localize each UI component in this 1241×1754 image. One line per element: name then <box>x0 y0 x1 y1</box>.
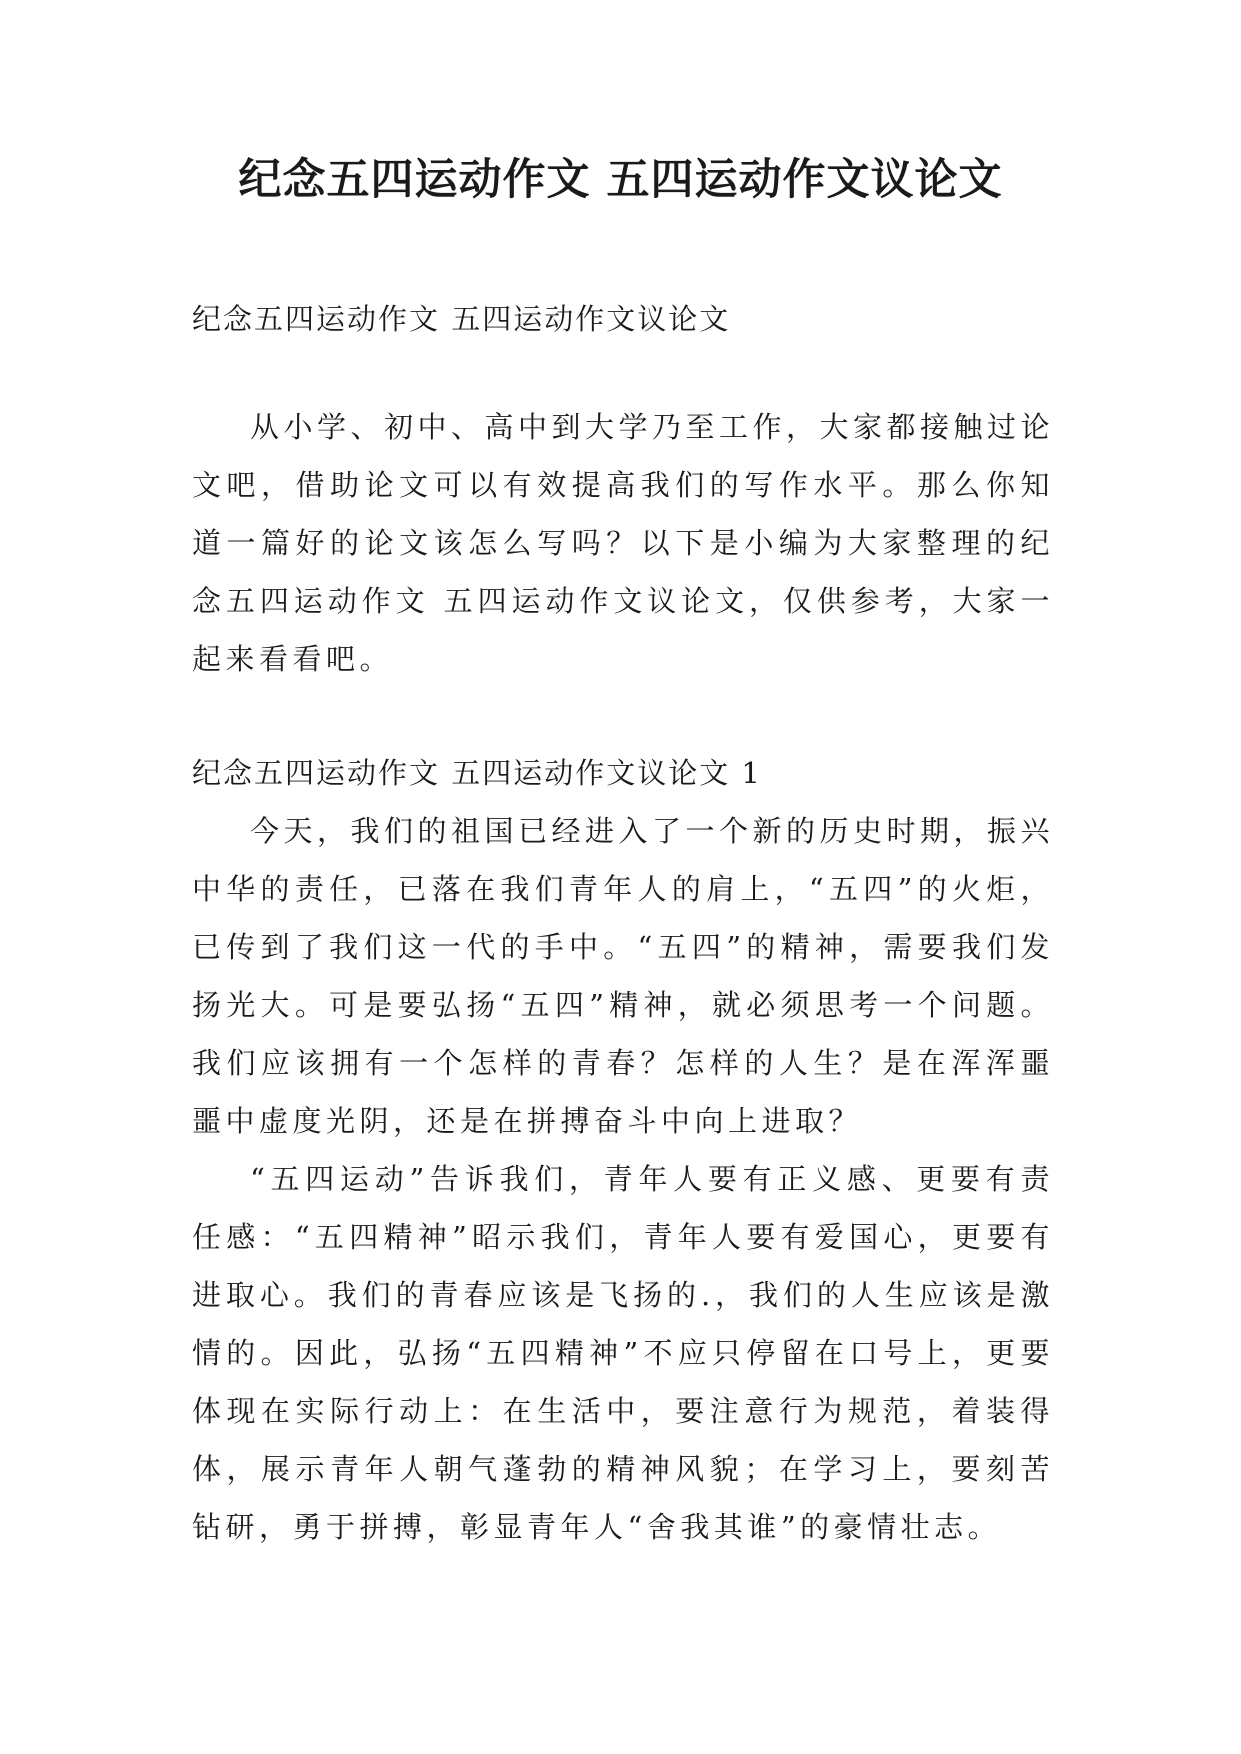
document-subtitle: 纪念五四运动作文 五四运动作文议论文 <box>192 302 731 336</box>
document-title: 纪念五四运动作文 五四运动作文议论文 <box>238 155 1003 205</box>
spacer <box>192 688 1054 744</box>
spacer <box>192 348 1054 398</box>
body-paragraph: 今天，我们的祖国已经进入了一个新的历史时期，振兴中华的责任，已落在我们青年人的肩上，“五四”的火炬，已传到了我们这一代的手中。“五四”的精神，需要我们发扬光大。可是要弘扬“五四”精神，就必须思考一个问题。我们应该拥有一个怎样的青春？怎样的人生？是在浑浑噩噩中虚度光阴，还是在拼搏奋斗中向上进取？ <box>192 814 1055 1138</box>
section-heading: 纪念五四运动作文 五四运动作文议论文 1 <box>192 756 762 790</box>
document-body <box>192 290 1054 1556</box>
intro-paragraph: 从小学、初中、高中到大学乃至工作，大家都接触过论文吧，借助论文可以有效提高我们的写作水平。那么你知道一篇好的论文该怎么写吗？以下是小编为大家整理的纪念五四运动作文 五四运动作文议论文，仅供参考，大家一起来看看吧。 <box>192 410 1055 676</box>
body-paragraph: “五四运动”告诉我们，青年人要有正义感、更要有责任感：“五四精神”昭示我们，青年人要有爱国心，更要有进取心。我们的青春应该是飞扬的.，我们的人生应该是激情的。因此，弘扬“五四精神”不应只停留在口号上，更要体现在实际行动上：在生活中，要注意行为规范，着装得体，展示青年人朝气蓬勃的精神风貌；在学习上，要刻苦钻研，勇于拼搏，彰显青年人“舍我其谁”的豪情壮志。 <box>192 1162 1054 1544</box>
